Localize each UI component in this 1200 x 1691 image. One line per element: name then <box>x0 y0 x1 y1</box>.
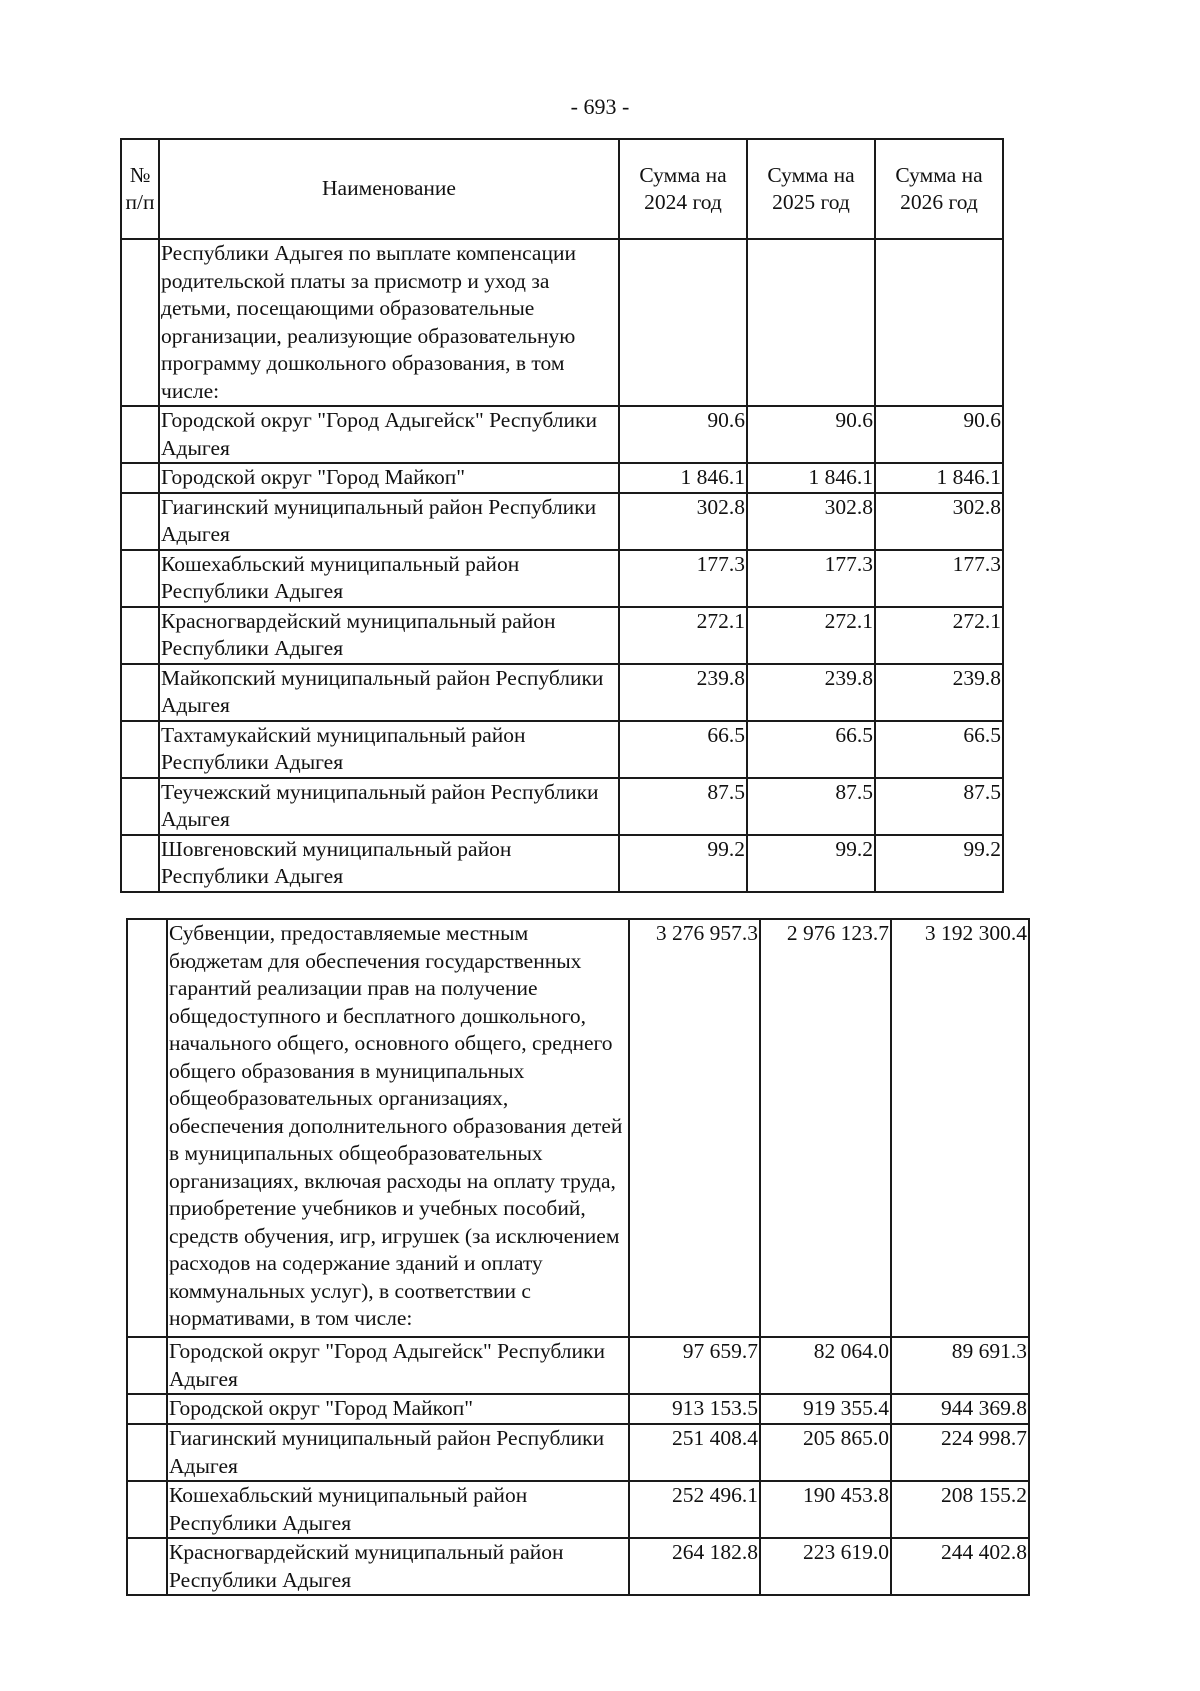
value-2024: 99.2 <box>619 835 747 892</box>
value-2025: 82 064.0 <box>760 1337 891 1394</box>
value-2024: 177.3 <box>619 550 747 607</box>
row-name: Городской округ "Город Майкоп" <box>167 1394 629 1424</box>
row-name: Городской округ "Город Адыгейск" Республики Адыгея <box>167 1337 629 1394</box>
empty-cell <box>875 239 1003 406</box>
value-2026: 89 691.3 <box>891 1337 1029 1394</box>
row-name: Городской округ "Город Майкоп" <box>159 463 619 493</box>
value-2025: 177.3 <box>747 550 875 607</box>
row-name: Майкопский муниципальный район Республики Адыгея <box>159 664 619 721</box>
value-2026: 208 155.2 <box>891 1481 1029 1538</box>
header-col-2024: Сумма на 2024 год <box>619 139 747 239</box>
table-row <box>127 1394 1029 1424</box>
value-2025: 190 453.8 <box>760 1481 891 1538</box>
header-col-name: Наименование <box>159 139 619 239</box>
value-2026: 3 192 300.4 <box>891 919 1029 1337</box>
section1-title-row <box>121 239 1003 406</box>
table-row <box>121 493 1003 550</box>
row-number <box>127 1481 167 1538</box>
value-2024: 1 846.1 <box>619 463 747 493</box>
value-2026: 244 402.8 <box>891 1538 1029 1595</box>
page-number: - 693 - <box>570 94 630 119</box>
value-2024: 90.6 <box>619 406 747 463</box>
row-number <box>121 607 159 664</box>
value-2024: 3 276 957.3 <box>629 919 760 1337</box>
value-2025: 87.5 <box>747 778 875 835</box>
table-row <box>127 1424 1029 1481</box>
value-2024: 264 182.8 <box>629 1538 760 1595</box>
row-name: Гиагинский муниципальный район Республики Адыгея <box>167 1424 629 1481</box>
header-col-number: № п/п <box>121 139 159 239</box>
section1-title: Республики Адыгея по выплате компенсации родительской платы за присмотр и уход за детьми, посещающими образовательные организации, реализующие образовательную программу дошкольного образования, в том числе: <box>159 239 619 406</box>
value-2024: 252 496.1 <box>629 1481 760 1538</box>
value-2025: 272.1 <box>747 607 875 664</box>
row-name: Красногвардейский муниципальный район Республики Адыгея <box>159 607 619 664</box>
table-row <box>121 406 1003 463</box>
row-number <box>121 664 159 721</box>
value-2024: 302.8 <box>619 493 747 550</box>
row-number <box>127 1337 167 1394</box>
row-number <box>121 239 159 406</box>
budget-table-upper <box>120 138 1004 893</box>
value-2025: 239.8 <box>747 664 875 721</box>
table-row <box>127 1538 1029 1595</box>
value-2026: 239.8 <box>875 664 1003 721</box>
table-row <box>127 1337 1029 1394</box>
row-name: Теучежский муниципальный район Республики Адыгея <box>159 778 619 835</box>
value-2026: 99.2 <box>875 835 1003 892</box>
value-2026: 224 998.7 <box>891 1424 1029 1481</box>
section2-title: Субвенции, предоставляемые местным бюджетам для обеспечения государственных гарантий реализации прав на получение общедоступного и бесплатного дошкольного, начального общего, основного общего, среднего общего образования в муниципальных общеобразовательных организациях, обеспечения дополнительного образования детей в муниципальных общеобразовательных организациях, включая расходы на оплату труда, приобретение учебников и учебных пособий, средств обучения, игр, игрушек (за исключением расходов на содержание зданий и оплату коммунальных услуг), в соответствии с нормативами, в том числе: <box>167 919 629 1337</box>
value-2026: 1 846.1 <box>875 463 1003 493</box>
table-row <box>127 1481 1029 1538</box>
row-number <box>121 778 159 835</box>
row-number <box>121 406 159 463</box>
value-2025: 2 976 123.7 <box>760 919 891 1337</box>
row-name: Шовгеновский муниципальный район Республики Адыгея <box>159 835 619 892</box>
empty-cell <box>619 239 747 406</box>
row-name: Красногвардейский муниципальный район Республики Адыгея <box>167 1538 629 1595</box>
value-2025: 66.5 <box>747 721 875 778</box>
value-2025: 90.6 <box>747 406 875 463</box>
value-2026: 302.8 <box>875 493 1003 550</box>
row-number <box>121 721 159 778</box>
value-2025: 99.2 <box>747 835 875 892</box>
budget-table-lower <box>126 918 1030 1596</box>
row-number <box>121 463 159 493</box>
table-row <box>121 607 1003 664</box>
value-2025: 919 355.4 <box>760 1394 891 1424</box>
value-2024: 66.5 <box>619 721 747 778</box>
row-number <box>127 1394 167 1424</box>
table-row <box>121 835 1003 892</box>
table-row <box>121 550 1003 607</box>
value-2024: 97 659.7 <box>629 1337 760 1394</box>
row-number <box>121 835 159 892</box>
row-name: Городской округ "Город Адыгейск" Республики Адыгея <box>159 406 619 463</box>
row-number <box>121 493 159 550</box>
value-2024: 251 408.4 <box>629 1424 760 1481</box>
value-2026: 177.3 <box>875 550 1003 607</box>
row-name: Тахтамукайский муниципальный район Республики Адыгея <box>159 721 619 778</box>
table-header-row <box>121 139 1003 239</box>
table-row <box>121 463 1003 493</box>
row-number <box>127 1424 167 1481</box>
value-2026: 87.5 <box>875 778 1003 835</box>
value-2024: 87.5 <box>619 778 747 835</box>
value-2026: 944 369.8 <box>891 1394 1029 1424</box>
section2-title-row <box>127 919 1029 1337</box>
value-2026: 272.1 <box>875 607 1003 664</box>
row-name: Гиагинский муниципальный район Республики Адыгея <box>159 493 619 550</box>
value-2025: 223 619.0 <box>760 1538 891 1595</box>
row-name: Кошехабльский муниципальный район Республики Адыгея <box>159 550 619 607</box>
value-2025: 1 846.1 <box>747 463 875 493</box>
table-row <box>121 721 1003 778</box>
value-2025: 205 865.0 <box>760 1424 891 1481</box>
empty-cell <box>747 239 875 406</box>
value-2024: 913 153.5 <box>629 1394 760 1424</box>
row-number <box>127 1538 167 1595</box>
value-2026: 66.5 <box>875 721 1003 778</box>
value-2026: 90.6 <box>875 406 1003 463</box>
table-row <box>121 778 1003 835</box>
row-number <box>127 919 167 1337</box>
table-row <box>121 664 1003 721</box>
header-col-2026: Сумма на 2026 год <box>875 139 1003 239</box>
row-name: Кошехабльский муниципальный район Республики Адыгея <box>167 1481 629 1538</box>
value-2025: 302.8 <box>747 493 875 550</box>
header-col-2025: Сумма на 2025 год <box>747 139 875 239</box>
value-2024: 239.8 <box>619 664 747 721</box>
value-2024: 272.1 <box>619 607 747 664</box>
row-number <box>121 550 159 607</box>
